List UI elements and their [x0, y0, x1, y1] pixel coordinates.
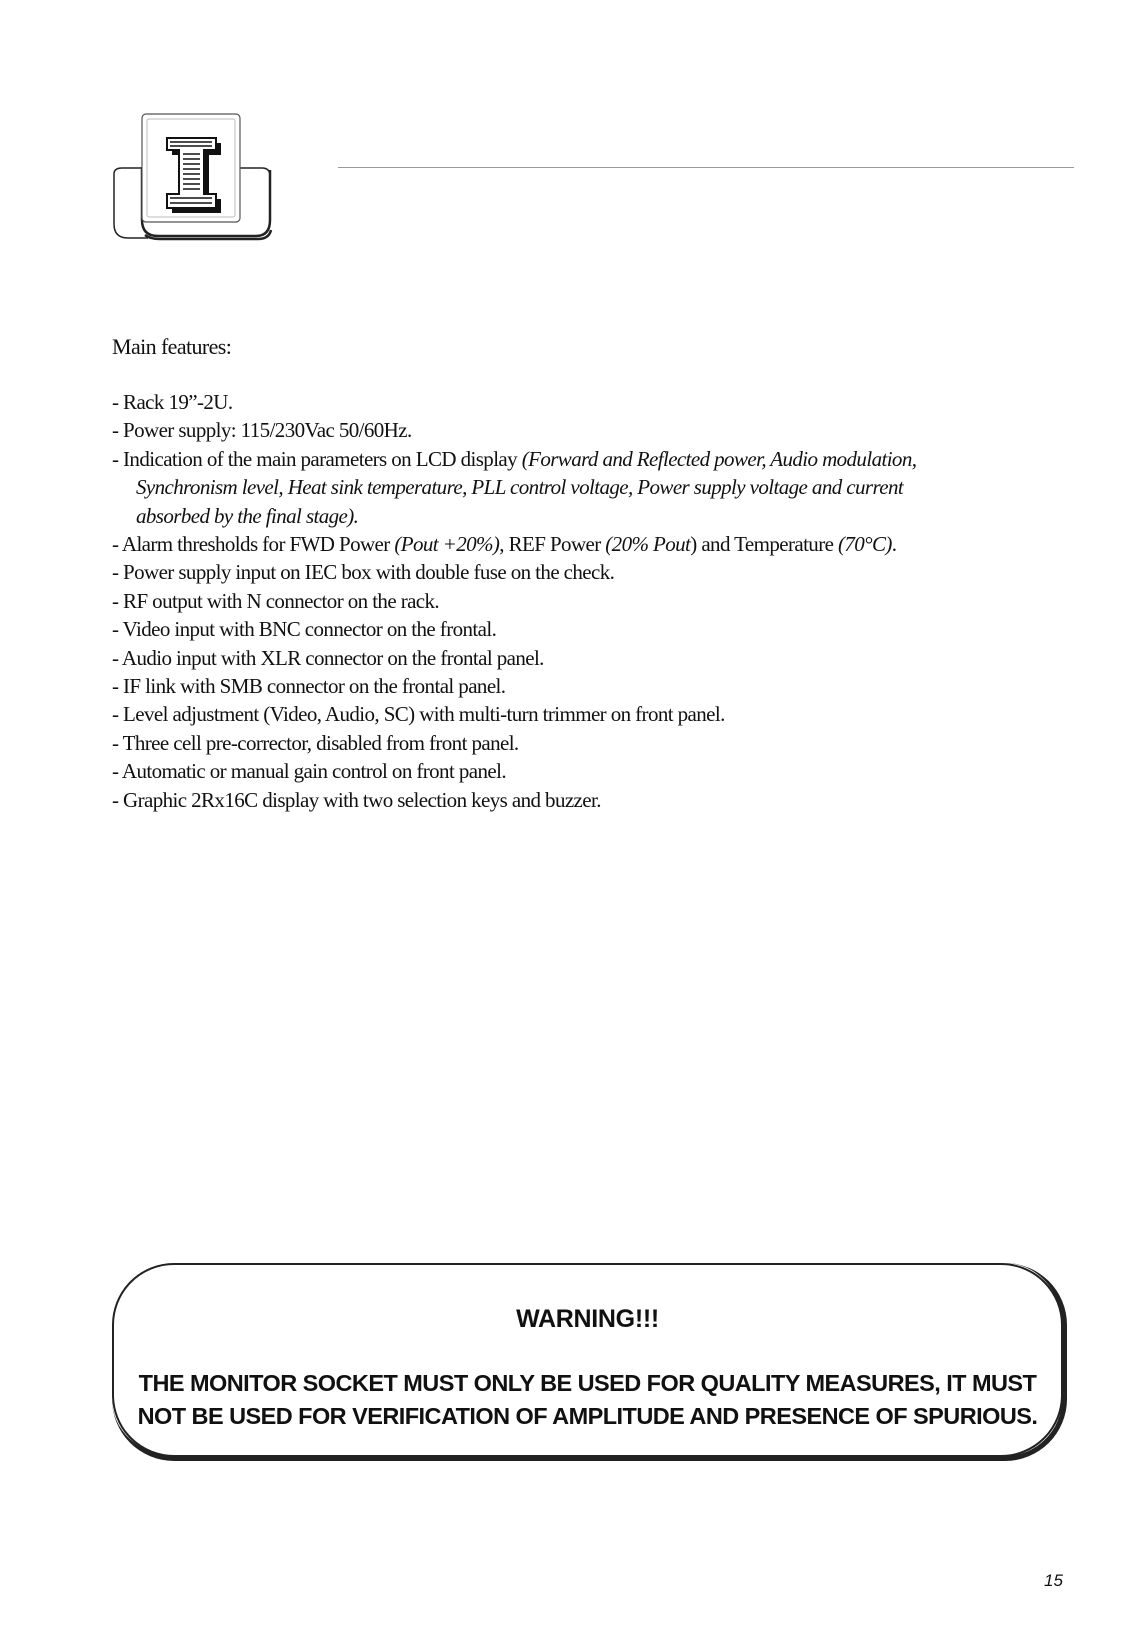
warning-line: THE MONITOR SOCKET MUST ONLY BE USED FOR QUALITY MEASURES, IT MUST	[138, 1370, 1037, 1396]
feature-item	[112, 672, 1092, 700]
feature-item	[112, 445, 1086, 530]
feature-text: - Three cell pre-corrector, disabled from front panel.	[112, 730, 519, 755]
feature-italic-text: (Pout +20%)	[394, 532, 500, 557]
feature-text: , REF Power	[499, 532, 606, 557]
feature-italic-text: absorbed by the final stage).	[136, 503, 359, 528]
feature-item	[112, 757, 1092, 785]
feature-item	[112, 587, 1092, 615]
info-i-icon	[112, 112, 284, 252]
feature-text: - RF output with N connector on the rack.	[112, 588, 440, 613]
feature-item	[112, 530, 1092, 558]
feature-text: - Level adjustment (Video, Audio, SC) with multi-turn trimmer on front panel.	[112, 702, 725, 727]
feature-text: - Audio input with XLR connector on the frontal panel.	[112, 645, 544, 670]
warning-line: NOT BE USED FOR VERIFICATION OF AMPLITUDE AND PRESENCE OF SPURIOUS.	[137, 1403, 1038, 1429]
feature-list	[112, 388, 1092, 814]
feature-item	[112, 416, 1092, 444]
feature-text: - Power supply: 115/230Vac 50/60Hz.	[112, 418, 412, 443]
warning-box	[112, 1263, 1063, 1457]
main-features-section	[112, 333, 1092, 814]
feature-text: .	[891, 532, 897, 557]
feature-text: ) and Temperature	[690, 532, 838, 557]
feature-item	[112, 558, 1092, 586]
feature-italic-text: (Forward and Reflected power, Audio modulation,	[521, 446, 917, 471]
feature-italic-text: Synchronism level, Heat sink temperature, PLL control voltage, Power supply voltage and current	[136, 475, 904, 500]
feature-item	[112, 615, 1092, 643]
feature-text: - Graphic 2Rx16C display with two selection keys and buzzer.	[112, 787, 601, 812]
feature-text: - IF link with SMB connector on the frontal panel.	[112, 674, 506, 699]
feature-text: - Automatic or manual gain control on front panel.	[112, 759, 506, 784]
feature-text: - Video input with BNC connector on the frontal.	[112, 617, 497, 642]
feature-text: - Indication of the main parameters on LCD display	[112, 446, 522, 471]
feature-item	[112, 729, 1092, 757]
warning-title: WARNING!!!	[516, 1305, 659, 1333]
page-number: 15	[1044, 1571, 1063, 1590]
feature-item	[112, 700, 1092, 728]
feature-item	[112, 644, 1092, 672]
feature-italic-text: (70°C)	[837, 532, 892, 557]
warning-message	[114, 1367, 1061, 1433]
feature-item	[112, 388, 1092, 416]
features-heading: Main features:	[112, 334, 232, 359]
feature-text: - Alarm thresholds for FWD Power	[112, 532, 395, 557]
header-divider	[338, 167, 1074, 168]
feature-text: - Power supply input on IEC box with double fuse on the check.	[112, 560, 615, 585]
feature-text: - Rack 19”-2U.	[112, 390, 233, 414]
feature-italic-text: (20% Pout	[605, 532, 691, 557]
feature-item	[112, 786, 1092, 814]
